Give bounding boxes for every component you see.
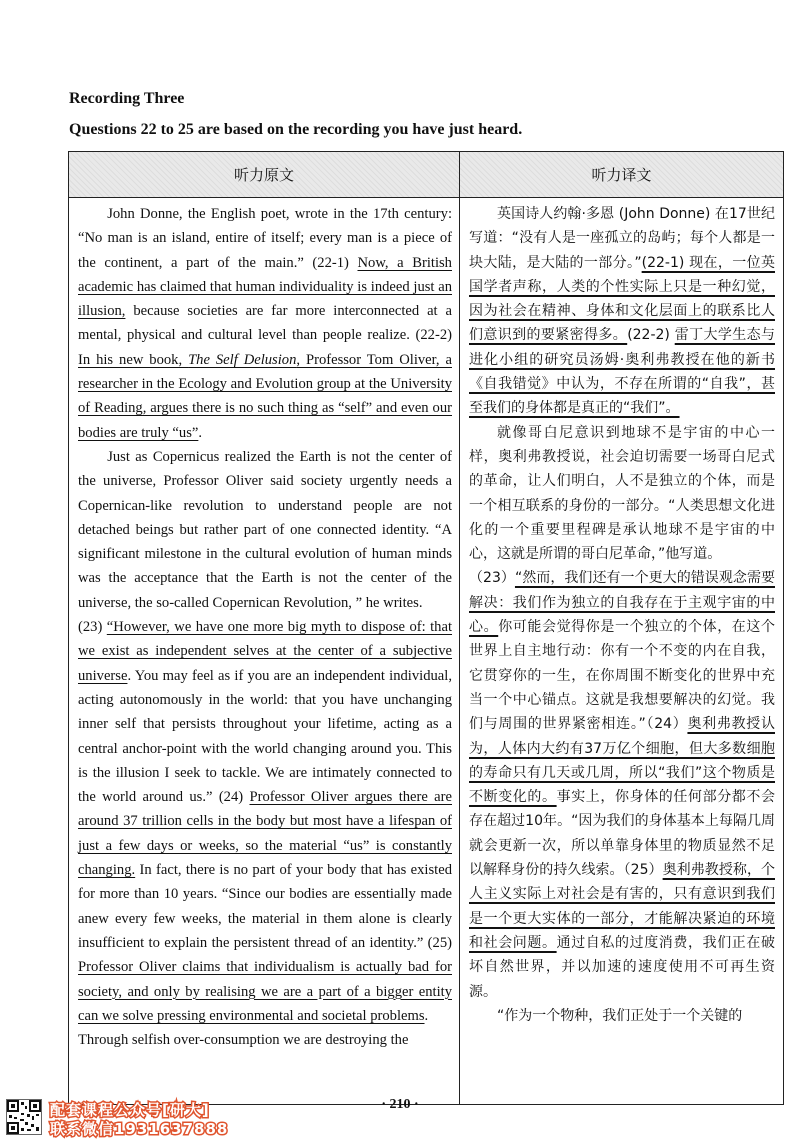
chinese-paragraph-1 <box>469 202 775 421</box>
text-span: In his new book, <box>78 351 189 368</box>
chinese-paragraph-2: 就像哥白尼意识到地球不是宇宙的中心一样，奥利弗教授说，社会迫切需要一场哥白尼式的革命，让人们明白，人不是独立的个体，而是一个相互联系的身份的一部分。“人类思想文化进化的一个重要里程碑是承认地球不是宇宙的中心，这就是所谓的哥白尼革命，”他写道。 <box>469 424 775 563</box>
answer-23-underline: “However, we have one more big myth to dispose of: that we exist as independent selves at the center of a subjective universe <box>78 619 453 684</box>
text-span: . <box>198 424 203 441</box>
translation-25-underline: 奥利弗教授称，个人主义实际上对社会是有害的，只有意识到我们是一个更大实体的一部分，才能解决紧迫的环境和社会问题。 <box>469 862 775 951</box>
text-span: In fact, there is no part of your body that has existed for more than 10 years. “Since our bodies are essentially made anew every few weeks, the material in them alone is clearly insufficient to explain the persistent thread of an identity.” (25) <box>78 862 452 951</box>
text-span: because societies are far more interconnected at a mental, physical and cultural level than people realize. (22-2) <box>78 303 452 344</box>
text-span: 你可能会觉得你是一个独立的个体，在这个世界上自主地行动：你有一个不变的内在自我，它贯穿你的一生，在你周围不断变化的世界中充当一个中心锚点。这就是我想要解决的幻觉。我们与周围的世界紧密相连。”（24） <box>469 619 776 733</box>
english-paragraph-3 <box>78 615 452 1028</box>
promo-line-1: 配套课程公众号[研大] <box>50 1101 210 1119</box>
answer-24-underline: Professor Oliver argues there are around 37 trillion cells in the body but most have a lifespan of just a few days or weeks, so the material “us” is constantly changing. <box>78 789 452 879</box>
recording-title: Recording Three <box>69 90 185 107</box>
text-span: 通过自私的过度消费，我们正在破坏自然世界，并以加速的速度使用不可再生资源。 <box>469 934 776 1000</box>
page-number: · 210 · <box>381 1097 419 1112</box>
text-span: 英国诗人约翰·多恩 (John Donne) 在17世纪写道：“没有人是一座孤立的岛屿；每个人都是一块大陆，是大陆的一部分。” <box>469 206 775 271</box>
promo-watermark <box>6 1099 326 1137</box>
chinese-paragraph-3 <box>469 566 775 1003</box>
column-header-original: 听力原文 <box>69 152 460 198</box>
english-paragraph-1 <box>78 202 452 445</box>
translation-22-2-underline: 雷丁大学生态与进化小组的研究员汤姆·奥利弗教授在他的新书《自我错觉》中认为，不存在所谓的“自我”，甚至我们的身体都是真正的“我们”。 <box>469 327 775 417</box>
translation-23-underline: “然而，我们还有一个更大的错误观念需要解决：我们作为独立的自我存在于主观宇宙的中心。 <box>469 570 775 636</box>
text-span: (23) <box>78 619 107 636</box>
text-span: , Professor Tom Oliver, a researcher in the Ecology and Evolution group at the University of Reading, argues there is no such thing as “self” and even our bodies are truly “us” <box>78 351 452 441</box>
translation-22-1-underline: (22-1) 现在，一位英国学者声称，人类的个性实际上只是一种幻觉，因为社会在精神、身体和文化层面上的联系比人们意识到的要紧密得多。 <box>469 254 775 344</box>
transcript-table <box>68 151 784 1105</box>
translation-text-cell <box>460 198 784 1105</box>
answer-22-1-underline: Now, a British academic has claimed that human individuality is indeed just an illusion, <box>78 254 452 320</box>
original-text-cell <box>69 198 460 1105</box>
promo-line-2: 联系微信1931637888 <box>50 1120 229 1138</box>
answer-25-underline: Professor Oliver claims that individualism is actually bad for society, and only by realising we are a part of a bigger entity can we solve pressing environmental and societal problems <box>78 959 452 1024</box>
text-span: John Donne, the English poet, wrote in the 17th century: “No man is an island, entire of itself; every man is a piece of the continent, a part of the main.” (22-1) <box>78 206 452 271</box>
column-header-translation: 听力译文 <box>460 152 784 198</box>
text-span: . <box>424 1007 429 1024</box>
english-paragraph-2: Just as Copernicus realized the Earth is not the center of the universe, Professor Oliver said society urgently needs a Copernican-like revolution to understand people are not detached beings but rather part of one connected identity. “A significant milestone in the cultural evolution of human minds was the acceptance that the Earth is not the center of the universe, the so-called Copernican Revolution, ” he writes. <box>78 448 452 611</box>
english-paragraph-4: Through selfish over-consumption we are destroying the <box>78 1032 409 1049</box>
translation-24-underline: 奥利弗教授认为，人体内大约有37万亿个细胞，但大多数细胞的寿命只有几天或几周，所以“我们”这个物质是不断变化的。 <box>469 716 775 806</box>
text-span: (22-2) <box>627 327 675 344</box>
qr-code-icon <box>6 1099 42 1135</box>
questions-heading: Questions 22 to 25 are based on the recording you have just heard. <box>69 121 523 138</box>
book-title: The Self Delusion <box>188 351 297 368</box>
answer-22-2-underline <box>78 352 452 441</box>
text-span: . You may feel as if you are an independent individual, acting autonomously in the world: that you have unchanging inner self that persists throughout your lifetime, acting as a central anchor-point with the world changing around you. This is the illusion I seek to tackle. We are intimately connected to the world around us.” (24) <box>78 667 452 806</box>
chinese-paragraph-4: “作为一个物种，我们正处于一个关键的 <box>497 1007 743 1024</box>
text-span: （23） <box>469 570 515 587</box>
text-span: 事实上，你身体的任何部分都不会存在超过10年。“因为我们的身体基本上每隔几周就会更新一次，所以单靠身体里的物质显然不足以解释身份的持久线索。（25） <box>469 789 776 879</box>
